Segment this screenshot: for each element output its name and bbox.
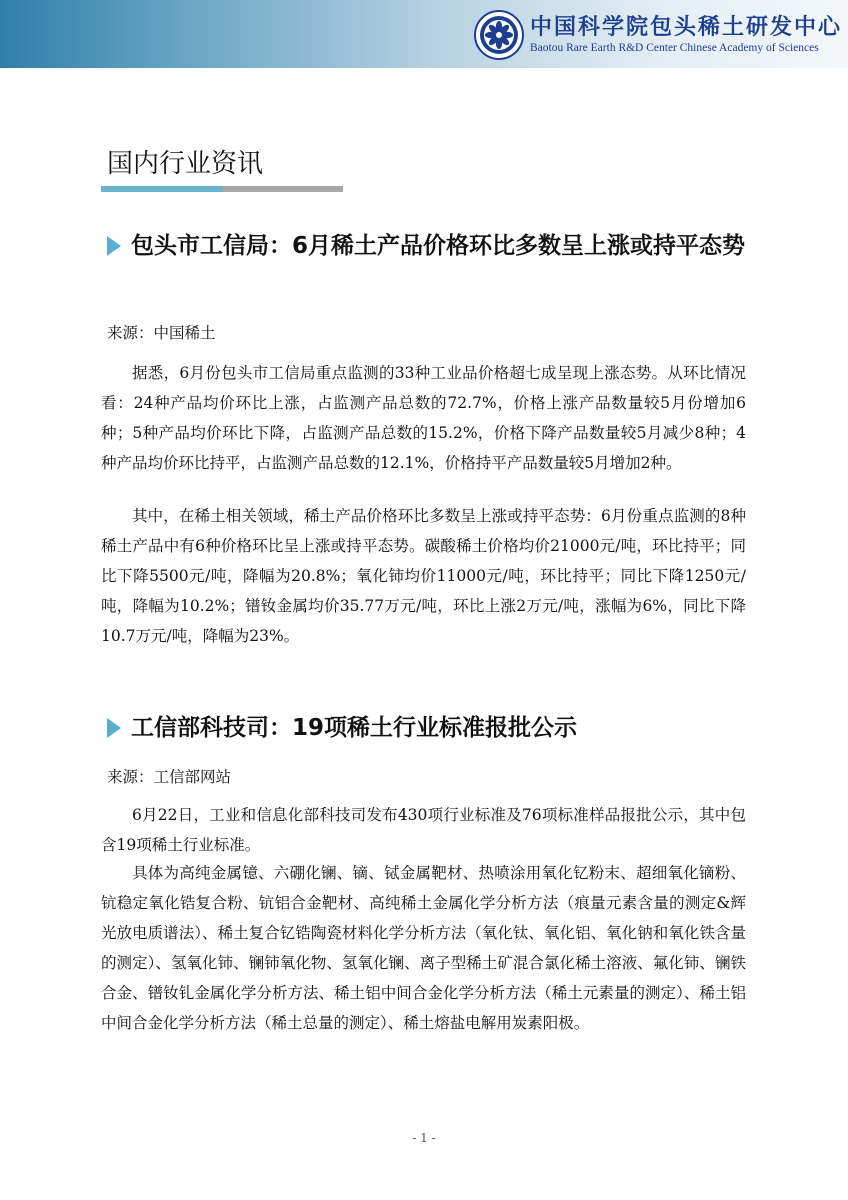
- article-title: 包头市工信局：6月稀土产品价格环比多数呈上涨或持平态势: [131, 233, 746, 259]
- underline-gray-segment: [223, 186, 343, 192]
- article-source: 来源：工信部网站: [107, 768, 232, 786]
- logo-english-name: Baotou Rare Earth R&D Center Chinese Academy of Sciences: [529, 42, 819, 54]
- article-paragraph: 6月22日，工业和信息化部科技司发布430项行业标准及76项标准样品报批公示，其中包含19项稀土行业标准。: [101, 806, 746, 854]
- article-heading: [107, 710, 757, 746]
- article-source: 来源：中国稀土: [107, 324, 216, 342]
- section-title-underline: [101, 186, 343, 192]
- page-header: [0, 0, 848, 68]
- logo-chinese-name: 中国科学院包头稀土研发中心: [529, 15, 842, 40]
- section-title: 国内行业资讯: [107, 149, 264, 179]
- cas-emblem-icon: [474, 10, 524, 60]
- article-paragraph: 具体为高纯金属镱、六硼化镧、镝、铽金属靶材、热喷涂用氧化钇粉末、超细氧化镝粉、钪稳定氧化锆复合粉、钪铝合金靶材、高纯稀土金属化学分析方法（痕量元素含量的测定&辉光放电质谱法）、稀土复合钇锆陶瓷材料化学分析方法（氧化钛、氧化铝、氧化钠和氧化铁含量的测定）、氢氧化铈、镧铈氧化物、氢氧化镧、离子型稀土矿混合氯化稀土溶液、氟化铈、镧铁合金、镨钕钆金属化学分析方法、稀土铝中间合金化学分析方法（稀土元素量的测定）、稀土铝中间合金化学分析方法（稀土总量的测定）、稀土熔盐电解用炭素阳极。: [101, 864, 746, 1032]
- logo: [474, 8, 842, 62]
- article-title: 工信部科技司：19项稀土行业标准报批公示: [131, 715, 578, 741]
- article-heading: [107, 228, 757, 264]
- article-paragraph: 其中，在稀土相关领域，稀土产品价格环比多数呈上涨或持平态势：6月份重点监测的8种稀土产品中有6种价格环比呈上涨或持平态势。碳酸稀土价格均价21000元/吨，环比持平；同比下降5500元/吨，降幅为20.8%；氧化铈均价11000元/吨，环比持平；同比下降1250元/吨，降幅为10.2%；镨钕金属均价35.77万元/吨，环比上涨2万元/吨，涨幅为6%，同比下降10.7万元/吨，降幅为23%。: [101, 507, 746, 645]
- triangle-bullet-icon: [107, 236, 121, 256]
- triangle-bullet-icon: [107, 718, 121, 738]
- underline-teal-segment: [101, 186, 223, 192]
- article-paragraph: 据悉，6月份包头市工信局重点监测的33种工业品价格超七成呈现上涨态势。从环比情况看：24种产品均价环比上涨，占监测产品总数的72.7%，价格上涨产品数量较5月份增加6种；5种产品均价环比下降，占监测产品总数的15.2%，价格下降产品数量较5月减少8种；4种产品均价环比持平，占监测产品总数的12.1%，价格持平产品数量较5月增加2种。: [101, 364, 746, 472]
- page-number: - 1 -: [412, 1131, 436, 1145]
